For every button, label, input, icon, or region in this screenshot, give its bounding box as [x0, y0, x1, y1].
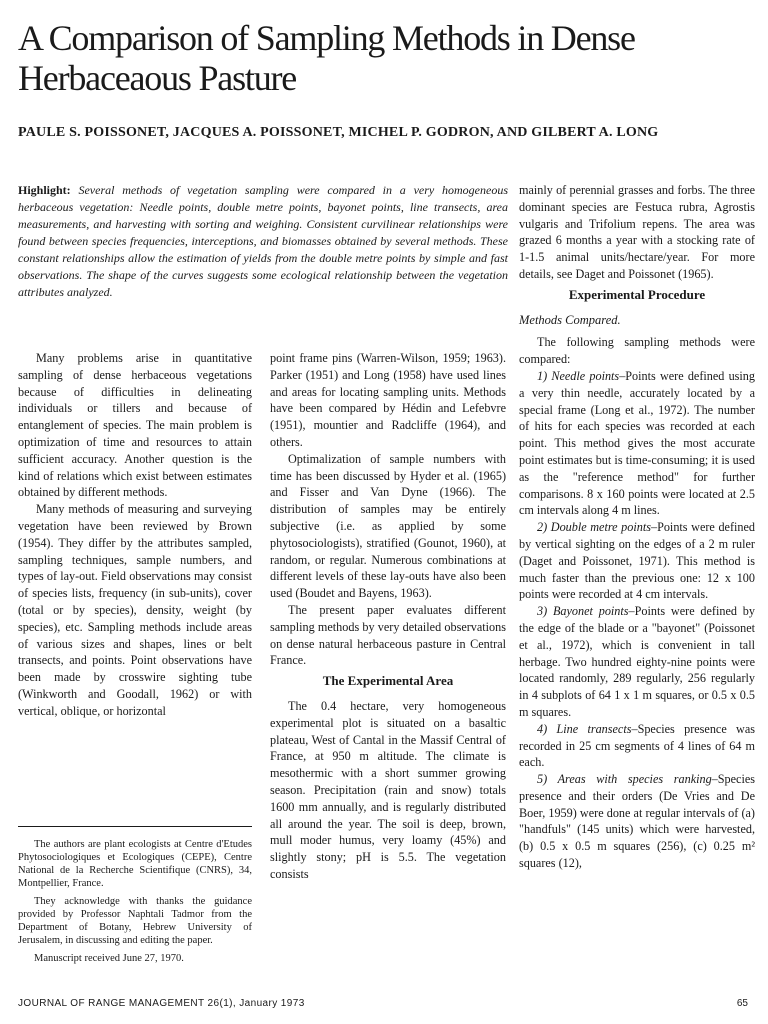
method-label: 5) Areas with species ranking — [537, 772, 712, 787]
paragraph: Many problems arise in quantitative sampling of dense herbaceous vegetations because of difficulties in delineating individuals or tillers and because of entanglement of species. The main problem is optimization of time and resources to attain sufficient accuracy. Another question is the kind of relations which exist between estimates obtained by different methods. — [18, 351, 252, 500]
highlight-label: Highlight: — [18, 183, 71, 197]
highlight-abstract — [18, 182, 508, 301]
method-text: –Points were defined using a very thin needle, accurately located by a special frame (Long et al., 1972). The number of hits for each species was recorded at each point. This method gives the most accurate point estimates but is time-consuming; it is used as the "reference method" for further comparisons. 8 x 160 points were located at 2.5 cm intervals along 4 m lines. — [519, 368, 755, 518]
highlight-text: Several methods of vegetation sampling were compared in a very homogeneous herbaceous vegetation: Needle points, double metre points, bayonet points, line transects, area measurements, and harvesting with sorting and weighing. Consistent curvilinear relationships were found between species frequencies, interceptions, and biomasses obtained by several methods. These constant relationships allow the estimation of yields from the double metre points by simple and fast observations. The shape of the curves suggests some ecological relationship between the vegetation attributes analyzed. — [18, 183, 509, 299]
article-title: A Comparison of Sampling Methods in Dense Herbaceaous Pasture — [18, 18, 635, 98]
method-item — [519, 721, 755, 771]
method-text: –Points were defined by vertical sighting on the edges of a 2 m ruler (Daget and Poissonet, 1971). This method is much faster than the previous one: 12 x 100 points were recorded at 4 cm intervals. — [519, 520, 755, 602]
journal-footer: JOURNAL OF RANGE MANAGEMENT 26(1), January 1973 — [18, 998, 305, 1009]
paragraph: Many methods of measuring and surveying vegetation have been reviewed by Brown (1954). They differ by the attributes sampled, sampling techniques, sample numbers, and types of lay-out. Field observations may consist of species lists, frequency (in sub-units), cover (total or by species), density, weight (by species), etc. Sampling methods include areas of various sizes and shapes, lines or belt transects, and points. Point observations have been made by crosswire sighting tube (Winkworth and Goodall, 1962) or with vertical, oblique, or horizontal — [18, 502, 252, 718]
method-text: –Species presence and their orders (De Vries and De Boer, 1959) were done at regular intervals of (a) "handfuls" (145 units) which were harvested, (b) 0.5 x 0.5 m squares (256), (c) 0.25 m² squares (12), — [519, 772, 755, 871]
paragraph: The present paper evaluates different sampling methods by very detailed observations on dense natural herbaceous pasture in Central France. — [270, 602, 506, 668]
page-number: 65 — [736, 998, 748, 1009]
column-right — [519, 182, 755, 872]
footnote-acknowledgment: They acknowledge with thanks the guidance provided by Professor Naphtali Tadmor from the Department of Botany, Hebrew University of Jerusalem, in discussing and editing the paper. — [18, 896, 252, 946]
method-item — [519, 771, 755, 872]
method-label: 4) Line transects — [537, 721, 632, 736]
method-item — [519, 603, 755, 721]
paragraph: Optimalization of sample numbers with time has been discussed by Hyder et al. (1965) and Fisser and Van Dyne (1966). The distribution of samples may be entirely subjective (i.e. as applied by some phytosociologists), stratified (Gounot, 1960), at random, or regular. Numerous combinations at different levels of these lay-outs have also been used (Boudet and Bayens, 1963). — [270, 451, 506, 601]
paragraph: The 0.4 hectare, very homogeneous experimental plot is situated on a basaltic plateau, West of Cantal in the Massif Central of France, at 950 m altitude. The climate is mesothermic with a short summer growing season. Precipitation (rain and snow) totals 1600 mm annually, and is regularly distributed all around the year. The soil is deep, brown, mull moder humus, very loamy (45%) and slightly stony; pH is 5.5. The vegetation consists — [270, 698, 506, 881]
paragraph: The following sampling methods were compared: — [519, 335, 755, 367]
footnote-received: Manuscript received June 27, 1970. — [34, 953, 184, 964]
author-list: PAULE S. POISSONET, JACQUES A. POISSONET, MICHEL P. GODRON, AND GILBERT A. LONG — [18, 125, 659, 140]
section-heading: The Experimental Area — [322, 673, 454, 689]
method-item — [519, 519, 755, 603]
footnote — [18, 838, 252, 970]
method-item — [519, 368, 755, 519]
method-label: 1) Needle points — [537, 368, 620, 383]
subsection-heading: Methods Compared. — [519, 312, 621, 327]
column-middle — [270, 350, 506, 883]
paragraph: point frame pins (Warren-Wilson, 1959; 1963). Parker (1951) and Long (1958) have used lines and areas for locating sampling units. Methods have been compared by Hédin and Lefebvre (1951), mountier and Radcliffe (1964), and others. — [270, 351, 506, 449]
paragraph: mainly of perennial grasses and forbs. The three dominant species are Festuca rubra, Agrostis vulgaris and Trifolium repens. The area was grazed 6 months a year with a stocking rate of 1-1.5 animal units/hectare/year. For more details, see Daget and Poissonet (1965). — [519, 183, 755, 281]
footnote-divider — [18, 826, 252, 827]
column-left — [18, 350, 252, 720]
method-text: –Points were defined by the edge of the blade or a "bayonet" (Poissonet et al., 1972), which is convenient in tall herbage. Two hundred eighty-nine points were located randomly, 289 regularly, 256 regularly in 4 subplots of 64 1 x 1 m squares, or 0.5 x 0.5 m squares. — [519, 604, 755, 719]
method-label: 2) Double metre points — [537, 520, 651, 535]
method-label: 3) Bayonet points — [537, 604, 629, 619]
footnote-affiliation: The authors are plant ecologists at Centre d'Etudes Phytosociologiques et Ecologiques (CEPE), Centre National de la Recherche Scientifique (CNRS), 34, Montpellier, France. — [18, 839, 252, 889]
section-heading: Experimental Procedure — [568, 286, 706, 302]
method-text: –Species presence was recorded in 25 cm segments of 4 lines of 64 m each. — [519, 721, 756, 770]
